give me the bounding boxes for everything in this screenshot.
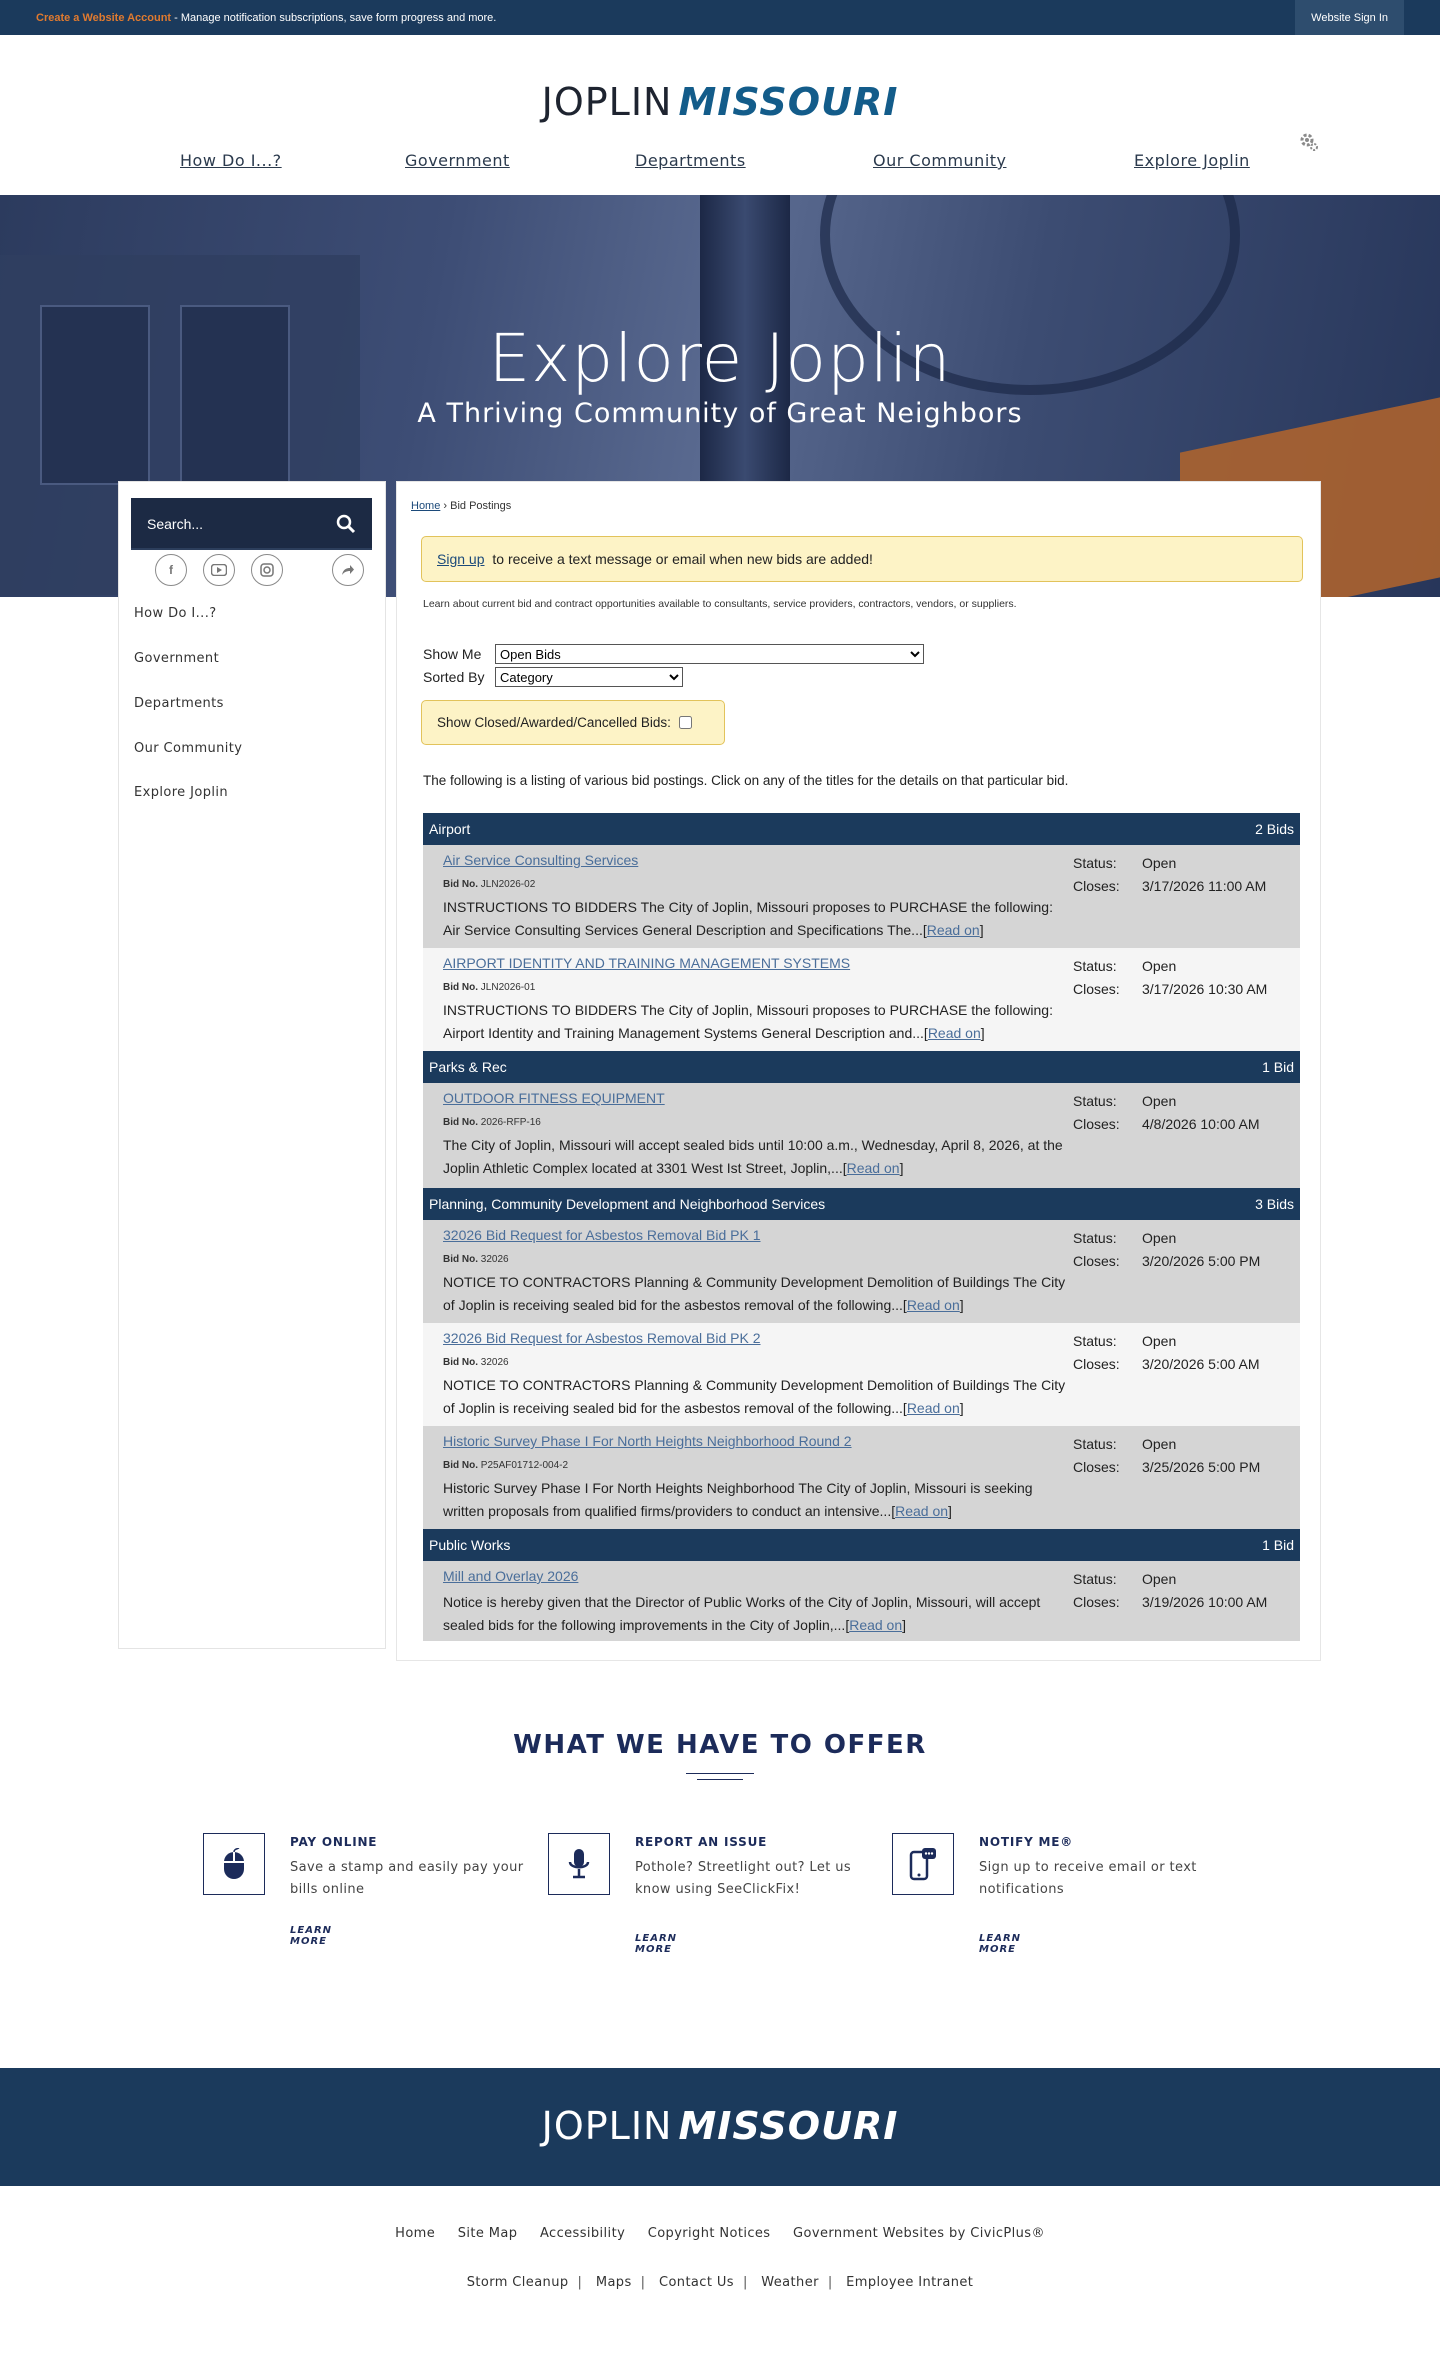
breadcrumb-home-link[interactable]: Home xyxy=(411,500,441,512)
signup-notice xyxy=(421,536,1303,582)
category-name: Public Works xyxy=(429,1537,511,1553)
sidebar xyxy=(118,481,386,1649)
category-header xyxy=(423,1529,1300,1561)
show-me-label: Show Me xyxy=(423,646,482,662)
bid-title-link[interactable]: Mill and Overlay 2026 xyxy=(443,1568,579,1584)
closes-value: 3/20/2026 5:00 PM xyxy=(1142,1253,1261,1269)
bid-number-value: 32026 xyxy=(480,1357,509,1368)
nav-our-community[interactable]: Our Community xyxy=(873,151,1007,170)
bid-description: The City of Joplin, Missouri will accept sealed bids until 10:00 a.m., Wednesday, April 8, 2026, at the Joplin Athletic Complex located at 3301 West Ist Street, Joplin,...[Read on] xyxy=(443,1137,1063,1176)
bid-row xyxy=(423,1426,1300,1529)
bid-row xyxy=(423,845,1300,948)
bid-status-labels xyxy=(1073,1330,1120,1376)
create-account-link[interactable]: Create a Website Account xyxy=(36,11,172,24)
status-label: Status: xyxy=(1073,958,1117,974)
mouse-icon xyxy=(203,1833,265,1895)
account-message-text: - Manage notification subscriptions, save form progress and more. xyxy=(171,11,497,24)
show-me-filter xyxy=(423,644,924,664)
bid-description-text: Historic Survey Phase I For North Heights Neighborhood The City of Joplin, Missouri is seeking written proposals from qualified firms/providers to conduct an intensive... xyxy=(443,1480,1033,1519)
offer-desc-notify-me: Sign up to receive email or text notifications xyxy=(979,1860,1197,1897)
offer-title: WHAT WE HAVE TO OFFER xyxy=(513,1730,927,1760)
closes-label: Closes: xyxy=(1073,1253,1120,1269)
bid-row xyxy=(423,948,1300,1051)
category-count: 2 Bids xyxy=(1255,821,1294,837)
offer-title-report-issue: REPORT AN ISSUE xyxy=(635,1835,768,1849)
offer-divider xyxy=(697,1779,743,1780)
intro-text: Learn about current bid and contract opportunities available to consultants, service providers, contractors, vendors, or suppliers. xyxy=(423,598,1017,610)
microphone-icon xyxy=(548,1833,610,1895)
bid-description-text: INSTRUCTIONS TO BIDDERS The City of Joplin, Missouri proposes to PURCHASE the following: Airport Identity and Training Management Systems General Description and... xyxy=(443,1002,1053,1041)
footer-separator: | xyxy=(577,2275,583,2290)
bid-postings-content xyxy=(396,481,1321,1661)
offer-title-pay-online: PAY ONLINE xyxy=(290,1835,378,1849)
read-on-link[interactable]: Read on xyxy=(846,1160,900,1176)
category-name: Planning, Community Development and Neighborhood Services xyxy=(429,1196,826,1212)
bid-row xyxy=(423,1323,1300,1426)
closes-value: 3/20/2026 5:00 AM xyxy=(1142,1356,1260,1372)
bid-number xyxy=(443,879,535,890)
closes-label: Closes: xyxy=(1073,878,1120,894)
bid-number xyxy=(443,1460,568,1471)
nav-how-do-i[interactable]: How Do I...? xyxy=(180,151,282,170)
search-icon[interactable] xyxy=(336,514,356,534)
bid-number xyxy=(443,982,535,993)
bid-description-text: The City of Joplin, Missouri will accept sealed bids until 10:00 a.m., Wednesday, April 8, 2026, at the Joplin Athletic Complex located at 3301 West Ist Street, Joplin,... xyxy=(443,1137,1063,1176)
website-sign-in-button[interactable]: Website Sign In xyxy=(1295,0,1404,35)
footer-links-row2 xyxy=(0,2275,1440,2290)
bid-row xyxy=(423,1561,1300,1641)
bid-title-link[interactable]: AIRPORT IDENTITY AND TRAINING MANAGEMENT SYSTEMS xyxy=(443,955,851,971)
bid-number-value: JLN2026-02 xyxy=(480,879,536,890)
bid-title-link[interactable]: 32026 Bid Request for Asbestos Removal Bid PK 1 xyxy=(443,1227,761,1243)
closes-value: 3/17/2026 10:30 AM xyxy=(1142,981,1268,997)
category-name: Airport xyxy=(429,821,471,837)
sidebar-item-departments[interactable]: Departments xyxy=(134,696,224,711)
bid-number-value: JLN2026-01 xyxy=(480,982,536,993)
nav-departments[interactable]: Departments xyxy=(635,151,746,170)
top-bar xyxy=(0,0,1440,35)
bid-description-text: Notice is hereby given that the Director of Public Works of the City of Joplin, Missouri, will accept sealed bids for the following improvements in the City of Joplin,... xyxy=(443,1594,1041,1633)
status-value: Open xyxy=(1142,1333,1177,1349)
read-on-link[interactable]: Read on xyxy=(906,1297,960,1313)
bid-description: INSTRUCTIONS TO BIDDERS The City of Joplin, Missouri proposes to PURCHASE the following: Airport Identity and Training Management Systems General Description and...[Read on] xyxy=(443,1002,1053,1041)
footer-logo-joplin: JOPLIN xyxy=(541,2104,673,2148)
footer-link-contact-us[interactable]: Contact Us xyxy=(658,2275,734,2290)
nav-government[interactable]: Government xyxy=(405,151,510,170)
show-closed-checkbox[interactable] xyxy=(679,716,692,729)
hero-title: Explore Joplin xyxy=(488,320,952,397)
offer-divider xyxy=(686,1773,754,1774)
logo-missouri: MISSOURI xyxy=(678,80,899,124)
instagram-icon[interactable] xyxy=(251,554,283,586)
bid-number-value: 32026 xyxy=(480,1254,509,1265)
sorted-by-label: Sorted By xyxy=(423,669,485,685)
bid-row xyxy=(423,1220,1300,1323)
search-input[interactable] xyxy=(131,498,321,550)
learn-more-link[interactable]: LEARN MORE xyxy=(979,1933,1022,1955)
category-name: Parks & Rec xyxy=(429,1059,507,1075)
status-value: Open xyxy=(1142,1093,1177,1109)
phone-notification-icon xyxy=(892,1833,954,1895)
footer-link-maps[interactable]: Maps xyxy=(595,2275,632,2290)
bid-number xyxy=(443,1254,509,1265)
sign-up-link[interactable]: Sign up xyxy=(437,551,485,567)
bid-title-link[interactable]: 32026 Bid Request for Asbestos Removal Bid PK 2 xyxy=(443,1330,761,1346)
sorted-by-select[interactable] xyxy=(495,667,683,687)
status-value: Open xyxy=(1142,1230,1177,1246)
sidebar-item-government[interactable]: Government xyxy=(134,651,220,666)
read-on-link[interactable]: Read on xyxy=(906,1400,960,1416)
category-count: 3 Bids xyxy=(1255,1196,1294,1212)
read-on-link[interactable]: Read on xyxy=(895,1503,949,1519)
bid-number xyxy=(443,1357,509,1368)
closes-label: Closes: xyxy=(1073,1459,1120,1475)
closes-label: Closes: xyxy=(1073,1116,1120,1132)
bid-status-labels xyxy=(1073,1568,1120,1614)
footer-link-site-map[interactable]: Site Map xyxy=(457,2226,518,2241)
bid-description: INSTRUCTIONS TO BIDDERS The City of Joplin, Missouri proposes to PURCHASE the following: Air Service Consulting Services General Description and Specifications The...[Read on] xyxy=(443,899,1053,938)
bid-number xyxy=(443,1117,541,1128)
footer-link-copyright[interactable]: Copyright Notices xyxy=(647,2226,771,2241)
bid-number-label: Bid No. xyxy=(443,879,478,890)
status-label: Status: xyxy=(1073,1571,1117,1587)
logo-joplin: JOPLIN xyxy=(541,80,673,124)
show-closed-box xyxy=(421,700,725,745)
footer-link-employee-intranet[interactable]: Employee Intranet xyxy=(846,2275,974,2290)
bid-description-text: NOTICE TO CONTRACTORS Planning & Community Development Demolition of Buildings The City of Joplin is receiving sealed bid for the asbestos removal of the following... xyxy=(443,1274,1066,1313)
bid-status-values xyxy=(1142,1227,1260,1273)
footer-separator: | xyxy=(827,2275,833,2290)
status-label: Status: xyxy=(1073,1093,1117,1109)
status-label: Status: xyxy=(1073,1436,1117,1452)
footer-link-storm-cleanup[interactable]: Storm Cleanup xyxy=(466,2275,569,2290)
breadcrumb-current: Bid Postings xyxy=(450,500,512,512)
footer-link-civicplus[interactable]: Government Websites by CivicPlus® xyxy=(793,2226,1045,2241)
closes-value: 4/8/2026 10:00 AM xyxy=(1142,1116,1260,1132)
sidebar-item-how-do-i[interactable]: How Do I...? xyxy=(134,606,217,621)
category-count: 1 Bid xyxy=(1262,1537,1294,1553)
gear-icon[interactable] xyxy=(1298,131,1320,153)
bid-status-labels xyxy=(1073,955,1120,1001)
bid-number-label: Bid No. xyxy=(443,1117,478,1128)
breadcrumb xyxy=(411,500,511,512)
hero-subtitle: A Thriving Community of Great Neighbors xyxy=(417,398,1023,429)
bid-status-values xyxy=(1142,1090,1260,1136)
bid-number-label: Bid No. xyxy=(443,1254,478,1265)
bid-status-values xyxy=(1142,1433,1260,1479)
footer-logo[interactable] xyxy=(0,2104,1440,2149)
show-me-select[interactable] xyxy=(495,644,924,664)
footer-separator: | xyxy=(742,2275,748,2290)
learn-more-link[interactable]: LEARN MORE xyxy=(635,1933,678,1955)
bid-number-value: P25AF01712-004-2 xyxy=(480,1460,569,1471)
category-count: 1 Bid xyxy=(1262,1059,1294,1075)
bid-number-value: 2026-RFP-16 xyxy=(480,1117,541,1128)
bid-description-text: NOTICE TO CONTRACTORS Planning & Community Development Demolition of Buildings The City of Joplin is receiving sealed bid for the asbestos removal of the following... xyxy=(443,1377,1066,1416)
footer-band xyxy=(0,2068,1440,2186)
social-links xyxy=(155,554,370,590)
bid-status-labels xyxy=(1073,1433,1120,1479)
bid-status-labels xyxy=(1073,1090,1120,1136)
breadcrumb-separator: › xyxy=(440,500,451,512)
bid-description: Historic Survey Phase I For North Heights Neighborhood The City of Joplin, Missouri is seeking written proposals from qualified firms/providers to conduct an intensive...[Read on] xyxy=(443,1480,1033,1519)
status-value: Open xyxy=(1142,1571,1177,1587)
closes-label: Closes: xyxy=(1073,1594,1120,1610)
closes-value: 3/19/2026 10:00 AM xyxy=(1142,1594,1268,1610)
sorted-by-filter xyxy=(423,667,683,687)
closes-value: 3/25/2026 5:00 PM xyxy=(1142,1459,1261,1475)
footer-separator: | xyxy=(640,2275,646,2290)
bid-status-values xyxy=(1142,1568,1267,1614)
read-on-link[interactable]: Read on xyxy=(849,1617,903,1633)
nav-explore-joplin[interactable]: Explore Joplin xyxy=(1134,151,1250,170)
listing-text: The following is a listing of various bid postings. Click on any of the titles for the details on that particular bid. xyxy=(423,773,1069,788)
category-header xyxy=(423,813,1300,845)
bid-status-values xyxy=(1142,955,1267,1001)
site-logo[interactable] xyxy=(0,80,1440,125)
facebook-icon[interactable]: f xyxy=(155,554,187,586)
status-label: Status: xyxy=(1073,1230,1117,1246)
footer-logo-missouri: MISSOURI xyxy=(678,2104,899,2148)
offer-title-notify-me: NOTIFY ME® xyxy=(979,1835,1074,1849)
footer-link-accessibility[interactable]: Accessibility xyxy=(539,2226,626,2241)
bid-title-link[interactable]: Air Service Consulting Services xyxy=(443,852,639,868)
category-header xyxy=(423,1051,1300,1083)
bid-number-label: Bid No. xyxy=(443,1460,478,1471)
signup-notice-text: to receive a text message or email when new bids are added! xyxy=(492,551,873,567)
share-icon[interactable] xyxy=(332,554,364,586)
bid-status-labels xyxy=(1073,852,1120,898)
status-value: Open xyxy=(1142,958,1177,974)
status-value: Open xyxy=(1142,855,1177,871)
account-message xyxy=(36,12,496,24)
bid-number-label: Bid No. xyxy=(443,982,478,993)
bid-status-values xyxy=(1142,852,1266,898)
sidebar-item-explore-joplin[interactable]: Explore Joplin xyxy=(134,785,229,800)
category-header xyxy=(423,1188,1300,1220)
bid-description-text: INSTRUCTIONS TO BIDDERS The City of Joplin, Missouri proposes to PURCHASE the following: Air Service Consulting Services General Description and Specifications The... xyxy=(443,899,1053,938)
youtube-icon[interactable] xyxy=(203,554,235,586)
bid-status-values xyxy=(1142,1330,1260,1376)
footer-links-row1 xyxy=(0,2226,1440,2241)
read-on-link[interactable]: Read on xyxy=(926,922,980,938)
read-on-link[interactable]: Read on xyxy=(927,1025,981,1041)
bid-description: Notice is hereby given that the Director of Public Works of the City of Joplin, Missouri, will accept sealed bids for the following improvements in the City of Joplin,...[Read on] xyxy=(443,1594,1041,1633)
bid-title-link[interactable]: OUTDOOR FITNESS EQUIPMENT xyxy=(443,1090,665,1106)
closes-label: Closes: xyxy=(1073,981,1120,997)
offer-desc-report-issue: Pothole? Streetlight out? Let us know using SeeClickFix! xyxy=(635,1860,852,1897)
status-label: Status: xyxy=(1073,1333,1117,1349)
status-value: Open xyxy=(1142,1436,1177,1452)
footer-link-weather[interactable]: Weather xyxy=(761,2275,819,2290)
bid-description: NOTICE TO CONTRACTORS Planning & Community Development Demolition of Buildings The City of Joplin is receiving sealed bid for the asbestos removal of the following...[Read on] xyxy=(443,1377,1066,1416)
site-header xyxy=(0,35,1440,195)
footer-link-home[interactable]: Home xyxy=(395,2226,436,2241)
bid-title-link[interactable]: Historic Survey Phase I For North Heights Neighborhood Round 2 xyxy=(443,1433,852,1449)
bid-row xyxy=(423,1083,1300,1188)
learn-more-link[interactable]: LEARN MORE xyxy=(290,1925,333,1947)
closes-label: Closes: xyxy=(1073,1356,1120,1372)
closes-value: 3/17/2026 11:00 AM xyxy=(1142,878,1267,894)
bid-status-labels xyxy=(1073,1227,1120,1273)
offer-desc-pay-online: Save a stamp and easily pay your bills online xyxy=(290,1860,524,1897)
status-label: Status: xyxy=(1073,855,1117,871)
search-box xyxy=(131,498,372,550)
bid-description: NOTICE TO CONTRACTORS Planning & Community Development Demolition of Buildings The City of Joplin is receiving sealed bid for the asbestos removal of the following...[Read on] xyxy=(443,1274,1066,1313)
bid-number-label: Bid No. xyxy=(443,1357,478,1368)
show-closed-label: Show Closed/Awarded/Cancelled Bids: xyxy=(437,715,671,730)
sidebar-item-our-community[interactable]: Our Community xyxy=(134,741,243,756)
